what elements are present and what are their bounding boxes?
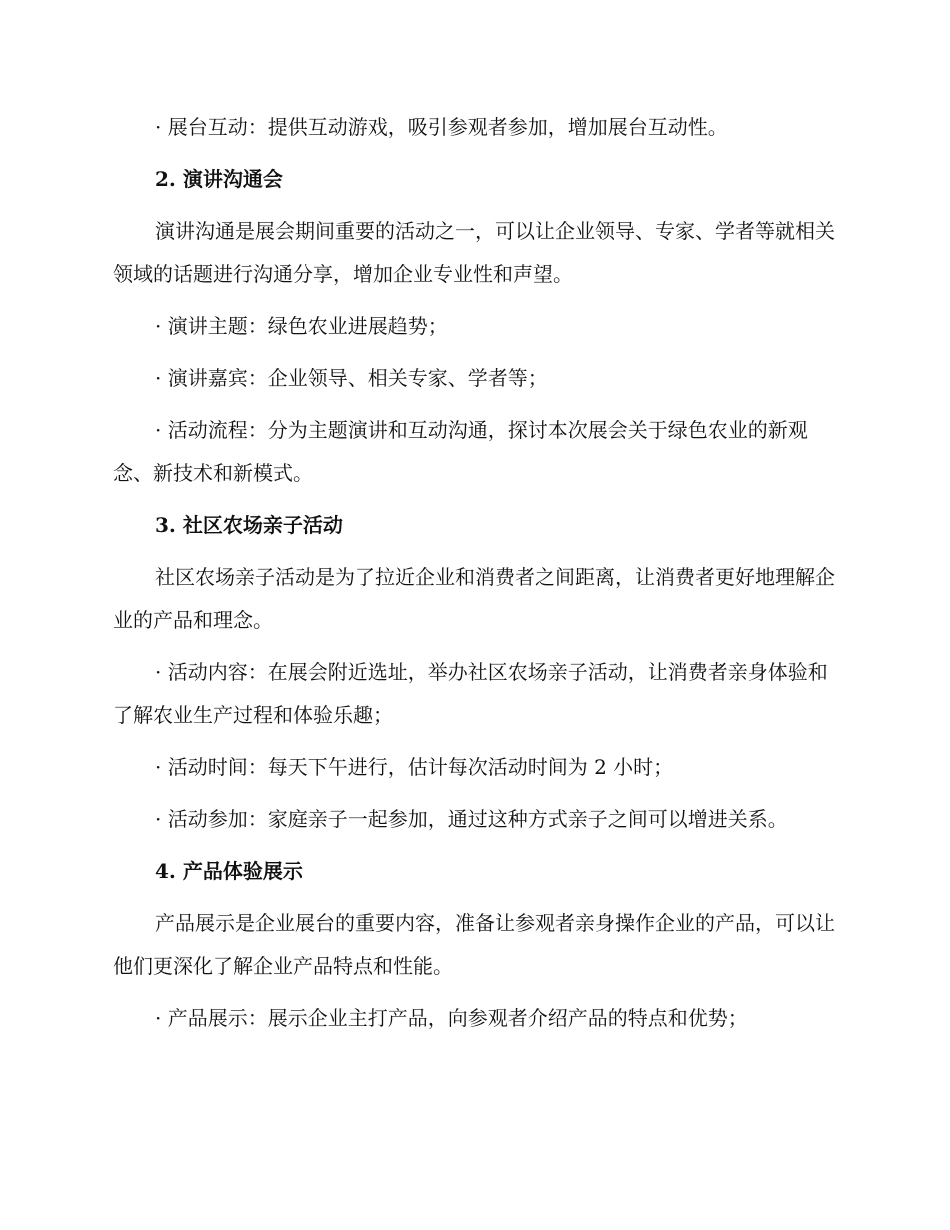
bullet-speech-topic: · 演讲主题：绿色农业进展趋势； [155, 314, 448, 338]
bullet-speech-process: · 活动流程：分为主题演讲和互动沟通，探讨本次展会关于绿色农业的新观念、新技术和新模式。 [113, 418, 808, 485]
paragraph-farm-intro: 社区农场亲子活动是为了拉近企业和消费者之间距离，让消费者更好地理解企业的产品和理念。 [113, 565, 835, 632]
bullet-speech-guests: · 演讲嘉宾：企业领导、相关专家、学者等； [155, 366, 548, 390]
document-body [113, 106, 835, 1049]
bullet-farm-content: · 活动内容：在展会附近选址，举办社区农场亲子活动，让消费者亲身体验和了解农业生产过程和体验乐趣； [113, 660, 828, 727]
paragraph-speech-intro: 演讲沟通是展会期间重要的活动之一，可以让企业领导、专家、学者等就相关领域的话题进行沟通分享，增加企业专业性和声望。 [113, 219, 835, 286]
bullet-farm-participants: · 活动参加：家庭亲子一起参加，通过这种方式亲子之间可以增进关系。 [155, 807, 788, 831]
bullet-product-display: · 产品展示：展示企业主打产品，向参观者介绍产品的特点和优势； [155, 1006, 748, 1030]
section-heading-farm: 3. 社区农场亲子活动 [155, 513, 343, 537]
section-heading-product: 4. 产品体验展示 [155, 859, 303, 883]
section-heading-speech: 2. 演讲沟通会 [155, 167, 283, 191]
bullet-farm-time: · 活动时间：每天下午进行，估计每次活动时间为 2 小时； [155, 755, 674, 779]
bullet-booth-interaction: · 展台互动：提供互动游戏，吸引参观者参加，增加展台互动性。 [155, 115, 728, 139]
paragraph-product-intro: 产品展示是企业展台的重要内容，准备让参观者亲身操作企业的产品，可以让他们更深化了解企业产品特点和性能。 [113, 911, 835, 978]
